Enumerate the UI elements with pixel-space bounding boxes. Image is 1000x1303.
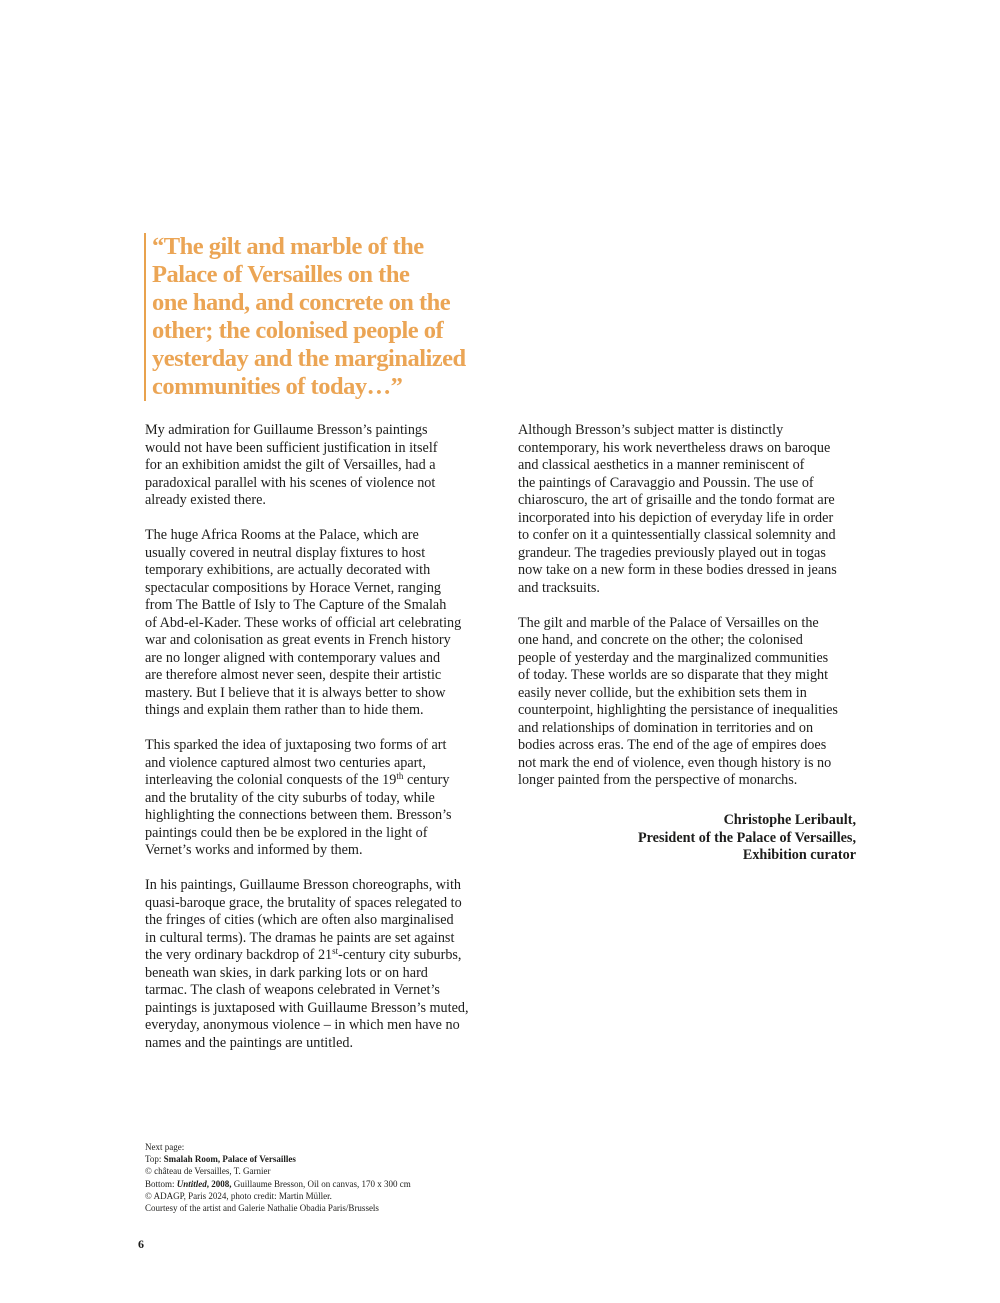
text-line: people of yesterday and the marginalized communities	[518, 649, 829, 666]
text-line: easily never collide, but the exhibition sets them in	[518, 684, 807, 701]
paragraph-africa-rooms	[145, 527, 490, 720]
pull-quote-line: Palace of Versailles on the	[152, 261, 410, 288]
text-line: Vernet’s works and informed by them.	[145, 842, 363, 858]
text-line: and violence captured almost two centuries apart,	[145, 754, 426, 771]
text-line: in cultural terms). The dramas he paints are set against	[145, 929, 455, 946]
text-line: are therefore almost never seen, despite their artistic	[145, 667, 442, 683]
page-number: 6	[138, 1237, 144, 1251]
text-line: spectacular compositions by Horace Vernet, ranging	[145, 579, 442, 596]
text-line: quasi-baroque grace, the brutality of spaces relegated to	[145, 894, 462, 911]
text-line: from The Battle of Isly to The Capture of the Smalah	[145, 597, 447, 613]
text-line: Although Bresson’s subject matter is distinctly	[518, 422, 784, 438]
pull-quote-line: “The gilt and marble of the	[152, 233, 424, 260]
caption-credit: © ADAGP, Paris 2024, photo credit: Martin Müller.	[145, 1190, 332, 1201]
text-line: incorporated into his depiction of everyday life in order	[518, 509, 834, 526]
paragraph-juxtaposing	[145, 737, 490, 860]
paragraph-choreographs	[145, 877, 490, 1052]
caption-credit: © château de Versailles, T. Garnier	[145, 1166, 271, 1177]
text-line: contemporary, his work nevertheless draws on baroque	[518, 439, 831, 456]
caption-artwork-title: Untitled	[176, 1178, 207, 1189]
pull-quote	[144, 233, 512, 401]
text-line: the fringes of cities (which are often also marginalised	[145, 912, 454, 928]
left-column	[145, 422, 490, 1070]
text-line: paintings is juxtaposed with Guillaume Bresson’s muted,	[145, 999, 469, 1016]
paragraph-aesthetics	[518, 422, 863, 597]
text-line: paradoxical parallel with his scenes of violence not	[145, 474, 436, 491]
text-segment: the very ordinary backdrop of 21	[145, 947, 333, 963]
caption-year: , 2008,	[206, 1178, 232, 1189]
text-line: The gilt and marble of the Palace of Versailles on the	[518, 614, 819, 631]
text-line: tarmac. The clash of weapons celebrated in Vernet’s	[145, 982, 440, 998]
text-line: longer painted from the perspective of monarchs.	[518, 772, 798, 788]
caption-heading: Next page:	[145, 1142, 185, 1152]
text-line: and tracksuits.	[518, 579, 600, 596]
text-line: things and explain them rather than to hide them.	[145, 702, 424, 718]
pull-quote-line: yesterday and the marginalized	[152, 345, 466, 372]
text-line: My admiration for Guillaume Bresson’s paintings	[145, 422, 428, 438]
text-line: and classical aesthetics in a manner reminiscent of	[518, 457, 805, 473]
author-name: Christophe Leribault,	[723, 812, 856, 828]
text-line: the paintings of Caravaggio and Poussin. The use of	[518, 474, 814, 491]
text-line: not mark the end of violence, even though history is no	[518, 754, 832, 771]
text-line: usually covered in neutral display fixtures to host	[145, 544, 426, 561]
text-line: names and the paintings are untitled.	[145, 1034, 354, 1051]
text-line: chiaroscuro, the art of grisaille and the tondo format are	[518, 492, 835, 508]
paragraph-gilt-and-marble	[518, 615, 863, 790]
author-role: Exhibition curator	[742, 847, 856, 863]
caption-title: Smalah Room, Palace of Versailles	[163, 1154, 296, 1165]
ordinal-superscript: th	[396, 771, 404, 781]
text-line: temporary exhibitions, are actually decorated with	[145, 562, 431, 578]
text-line: In his paintings, Guillaume Bresson choreographs, with	[145, 877, 462, 893]
author-title: President of the Palace of Versailles,	[637, 829, 856, 846]
text-line	[145, 947, 490, 965]
signature-block	[518, 812, 856, 865]
ordinal-superscript: st	[332, 946, 339, 956]
text-line: paintings could then be be explored in the light of	[145, 824, 428, 841]
text-line: of Abd-el-Kader. These works of official art celebrating	[145, 614, 462, 631]
text-line: of today. These worlds are so disparate that they might	[518, 667, 829, 683]
text-line: highlighting the connections between them. Bresson’s	[145, 807, 452, 823]
right-column	[518, 422, 863, 807]
pull-quote-line: one hand, and concrete on the	[152, 289, 451, 316]
text-line: for an exhibition amidst the gilt of Versailles, had a	[145, 457, 436, 473]
text-line: grandeur. The tragedies previously played out in togas	[518, 544, 826, 561]
text-line: war and colonisation as great events in French history	[145, 632, 451, 648]
text-segment: interleaving the colonial conquests of the 19	[145, 772, 397, 788]
text-line: and the brutality of the city suburbs of today, while	[145, 789, 435, 806]
text-line: mastery. But I believe that it is always better to show	[145, 684, 446, 701]
text-line: are no longer aligned with contemporary values and	[145, 649, 441, 666]
text-line: This sparked the idea of juxtaposing two forms of art	[145, 737, 447, 753]
caption-bottom	[145, 1178, 565, 1190]
text-segment: -century city suburbs,	[338, 947, 462, 963]
caption-prefix: Bottom:	[145, 1178, 177, 1189]
text-line: already existed there.	[145, 492, 266, 508]
text-line: The huge Africa Rooms at the Palace, which are	[145, 527, 419, 543]
text-line: and relationships of domination in territories and on	[518, 719, 814, 736]
pull-quote-line: communities of today…”	[152, 373, 403, 400]
text-line: would not have been sufficient justification in itself	[145, 439, 438, 456]
text-line: bodies across eras. The end of the age of empires does	[518, 737, 827, 753]
caption-top	[145, 1153, 565, 1165]
text-line: to confer on it a quintessentially classical solemnity and	[518, 527, 836, 543]
caption-details: Guillaume Bresson, Oil on canvas, 170 x 300 cm	[231, 1178, 411, 1189]
text-line: beneath wan skies, in dark parking lots or on hard	[145, 964, 428, 981]
image-caption	[145, 1141, 565, 1214]
paragraph-admiration	[145, 422, 490, 510]
caption-courtesy: Courtesy of the artist and Galerie Nathalie Obadia Paris/Brussels	[145, 1203, 379, 1214]
text-line: counterpoint, highlighting the persistance of inequalities	[518, 702, 838, 718]
text-line: everyday, anonymous violence – in which men have no	[145, 1017, 460, 1033]
caption-prefix: Top:	[145, 1154, 164, 1165]
text-line: now take on a new form in these bodies dressed in jeans	[518, 562, 837, 578]
text-line: one hand, and concrete on the other; the colonised	[518, 632, 803, 648]
text-segment: century	[403, 772, 450, 788]
pull-quote-line: other; the colonised people of	[152, 317, 444, 344]
text-line	[145, 772, 490, 790]
